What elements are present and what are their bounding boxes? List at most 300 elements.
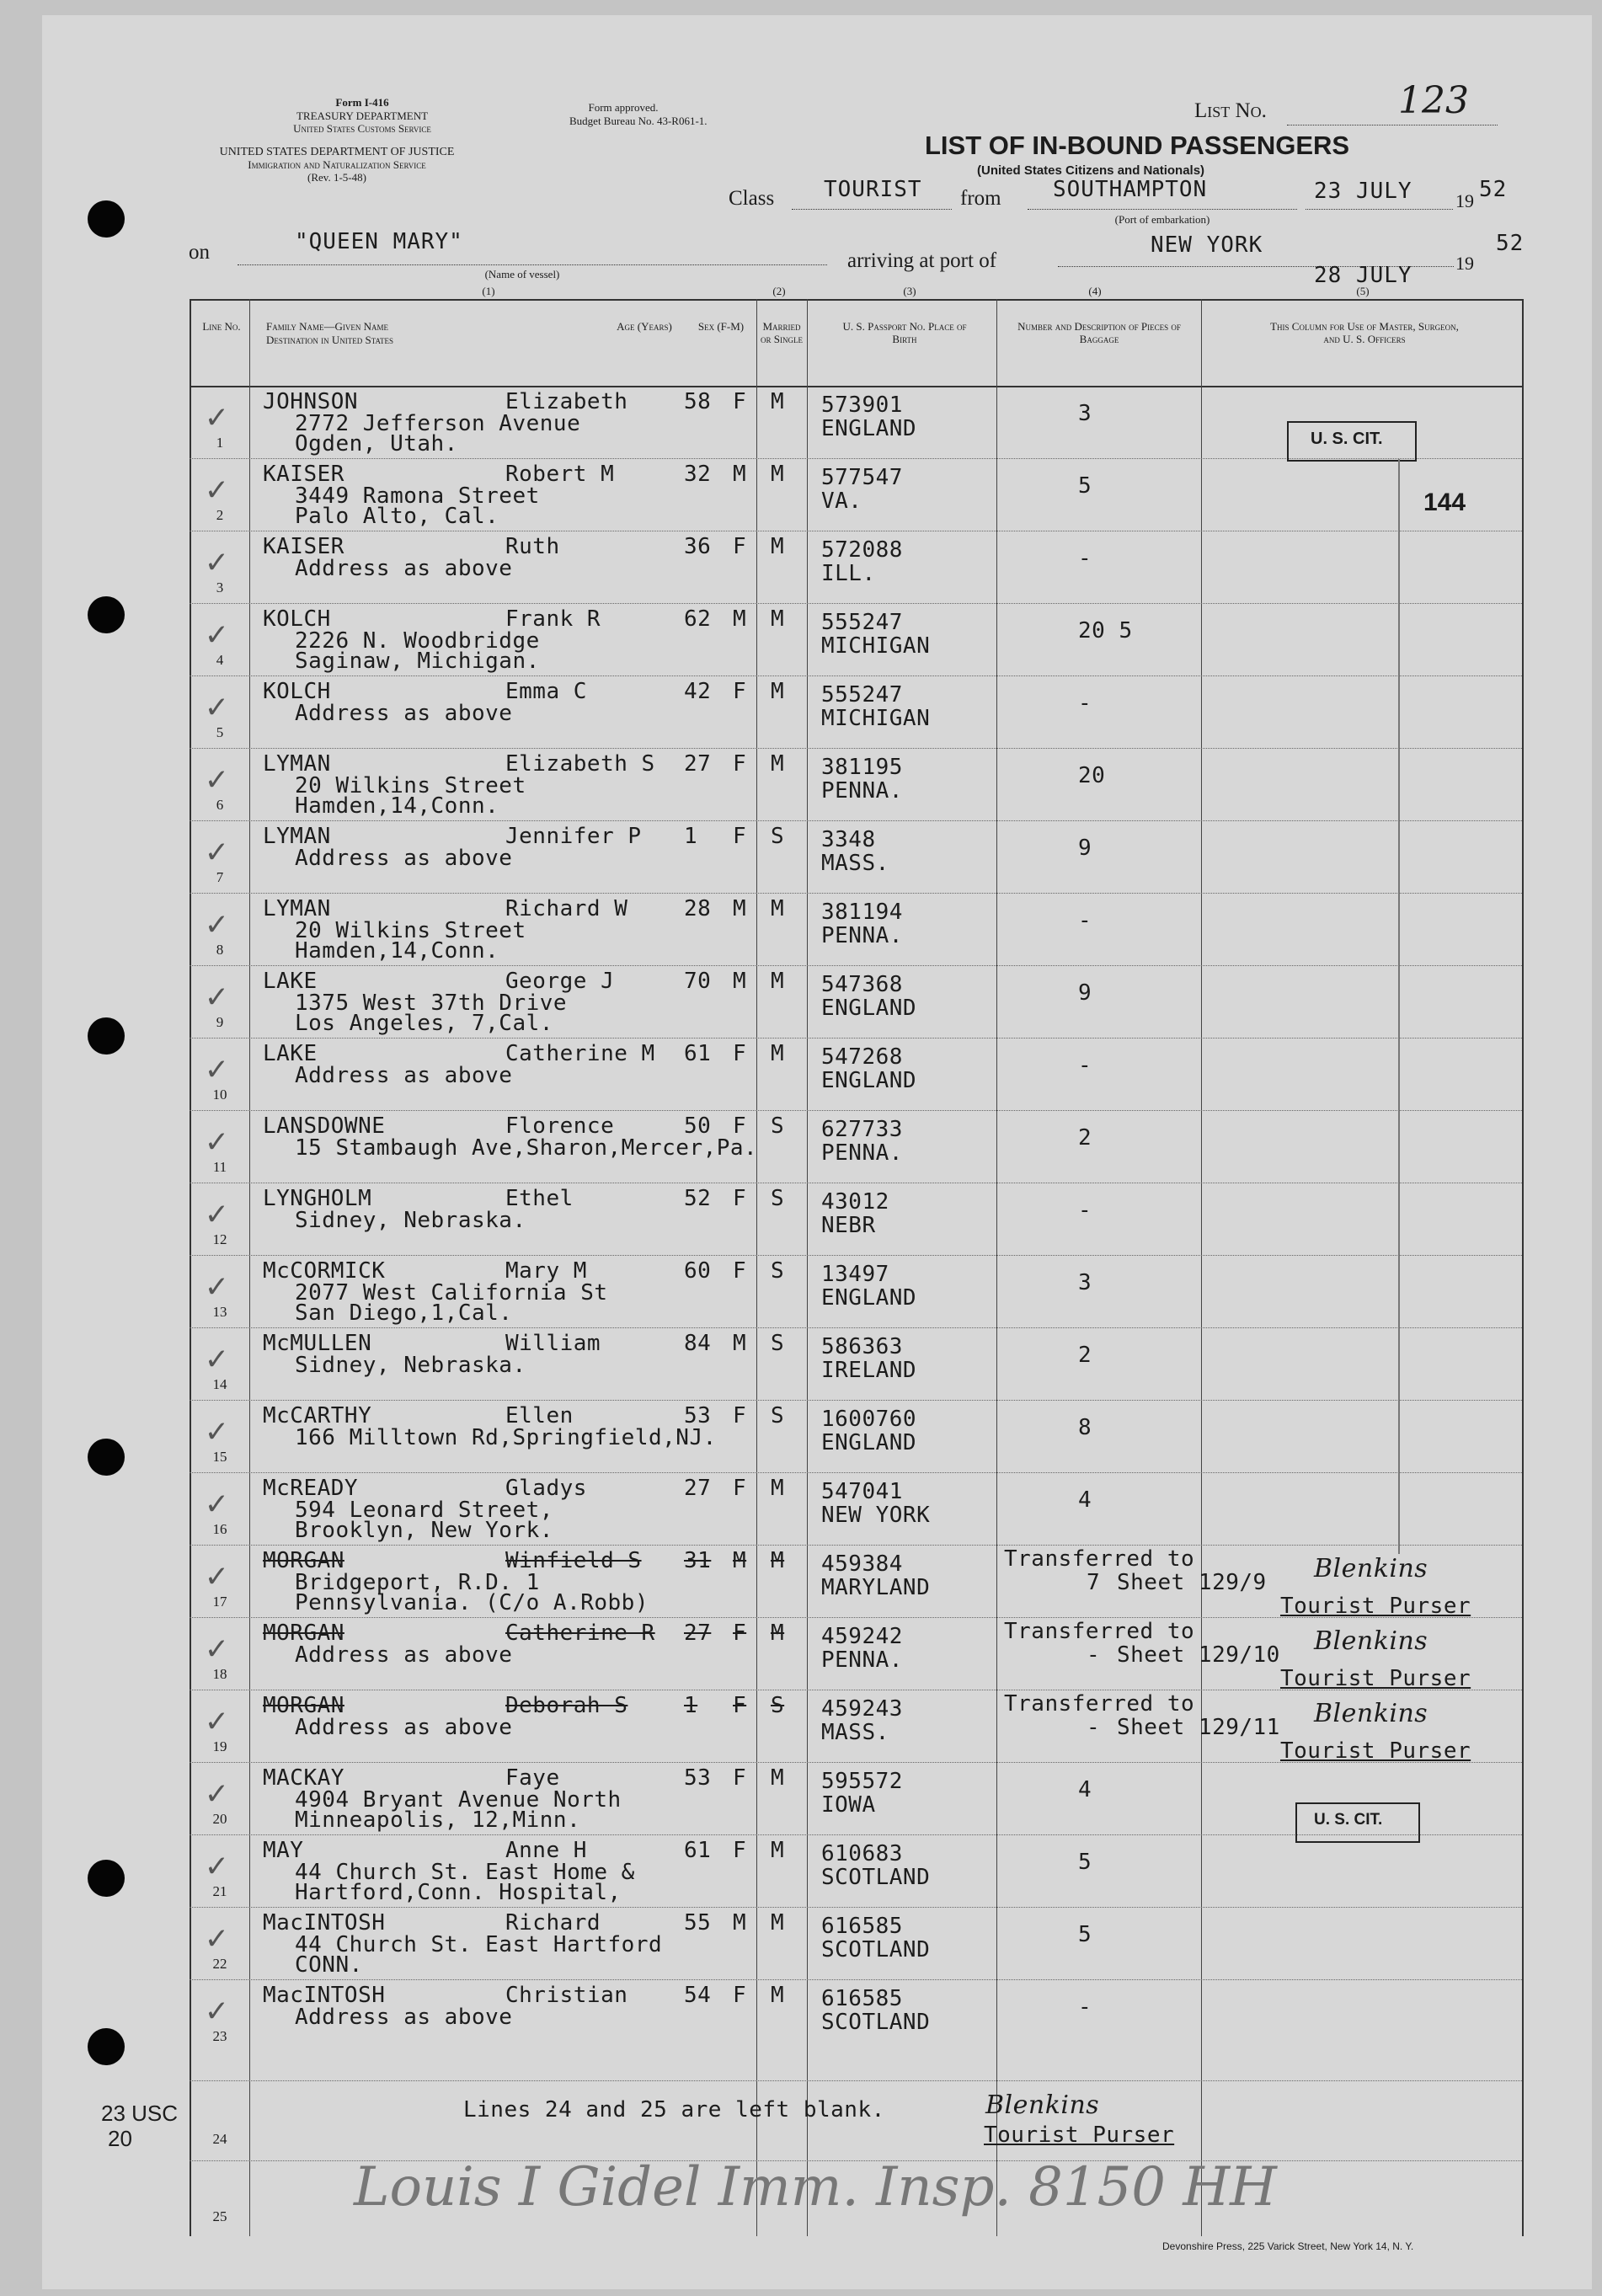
- passport-number: 3348: [821, 827, 876, 852]
- marital-status: M: [771, 462, 785, 487]
- passport-number: 555247: [821, 610, 903, 635]
- us-cit-stamp-2: U. S. CIT.: [1314, 1811, 1383, 1829]
- checkmark: ✓: [206, 1412, 227, 1450]
- baggage-count: 8: [1078, 1415, 1092, 1440]
- col-head-baggage: Number and Description of Pieces of Baggage: [1017, 320, 1181, 345]
- sex: F: [733, 1693, 747, 1718]
- class-underline: [792, 209, 952, 210]
- line-number-24: 24: [212, 2131, 227, 2147]
- passport-number: 586363: [821, 1334, 903, 1359]
- checkmark: ✓: [206, 1556, 227, 1595]
- marital-status: M: [771, 679, 785, 704]
- given-name: Mary M: [505, 1258, 587, 1284]
- given-name: Deborah S: [505, 1693, 628, 1718]
- checkmark: ✓: [206, 760, 227, 798]
- given-name: Frank R: [505, 606, 601, 632]
- purser-signature: Blenkins: [985, 2090, 1100, 2120]
- checkmark: ✓: [206, 1774, 227, 1813]
- line-number: 1: [216, 435, 224, 451]
- marital-status: M: [771, 1983, 785, 2008]
- binder-hole: [88, 2028, 125, 2065]
- sex: F: [733, 389, 747, 414]
- place-of-birth: SCOTLAND: [821, 1937, 931, 1962]
- approval-line2: Budget Bureau No. 43-R061-1.: [569, 115, 708, 127]
- row-divider: [190, 675, 1522, 676]
- passport-number: 577547: [821, 465, 903, 490]
- checkmark: ✓: [206, 1701, 227, 1740]
- place-of-birth: MASS.: [821, 851, 889, 876]
- age: 53: [684, 1765, 712, 1791]
- col-divider: [1522, 299, 1524, 2236]
- surname: LYMAN: [263, 824, 331, 849]
- marital-status: M: [771, 534, 785, 559]
- age: 31: [684, 1548, 712, 1573]
- age: 27: [684, 1476, 712, 1501]
- age: 55: [684, 1910, 712, 1936]
- address-line: Minneapolis, 12,Minn.: [295, 1807, 581, 1833]
- passport-number: 572088: [821, 537, 903, 563]
- sex: F: [733, 1258, 747, 1284]
- col-head-line-no: Line No.: [202, 320, 241, 333]
- place-of-birth: ENGLAND: [821, 1068, 917, 1093]
- binder-hole: [88, 596, 125, 633]
- checkmark: ✓: [206, 1991, 227, 2030]
- passport-number: 627733: [821, 1117, 903, 1142]
- place-of-birth: PENNA.: [821, 1647, 903, 1673]
- row-divider: [190, 1038, 1522, 1039]
- baggage-count: -: [1087, 1715, 1101, 1740]
- place-of-birth: PENNA.: [821, 778, 903, 804]
- passport-number: 595572: [821, 1769, 903, 1794]
- row-divider: [190, 1545, 1522, 1546]
- line-number: 8: [216, 942, 224, 958]
- place-of-birth: VA.: [821, 489, 862, 514]
- given-name: Catherine M: [505, 1041, 655, 1066]
- baggage-count: 5: [1078, 473, 1092, 499]
- line-number: 23: [212, 2028, 227, 2044]
- given-name: George J: [505, 969, 615, 994]
- vessel-caption: (Name of vessel): [484, 268, 560, 280]
- given-name: Elizabeth: [505, 389, 628, 414]
- row-divider: [190, 603, 1522, 604]
- from-value: SOUTHAMPTON: [1053, 177, 1208, 202]
- place-of-birth: MICHIGAN: [821, 706, 931, 731]
- transfer-note: Transferred to: [1004, 1546, 1195, 1572]
- surname: KOLCH: [263, 606, 331, 632]
- surname: MORGAN: [263, 1621, 344, 1646]
- age: 32: [684, 462, 712, 487]
- marital-status: M: [771, 969, 785, 994]
- line-number: 12: [212, 1231, 227, 1247]
- marital-status: M: [771, 389, 785, 414]
- surname: MacINTOSH: [263, 1910, 386, 1936]
- place-of-birth: SCOTLAND: [821, 2010, 931, 2035]
- checkmark: ✓: [206, 1484, 227, 1523]
- address-line: Address as above: [295, 1715, 513, 1740]
- age: 28: [684, 896, 712, 921]
- surname: LYMAN: [263, 751, 331, 777]
- surname: LAKE: [263, 1041, 318, 1066]
- address-line: Address as above: [295, 701, 513, 726]
- checkmark: ✓: [206, 1629, 227, 1668]
- revision: (Rev. 1-5-48): [307, 171, 366, 184]
- checkmark: ✓: [206, 542, 227, 581]
- place-of-birth: PENNA.: [821, 1140, 903, 1166]
- transfer-note: Transferred to: [1004, 1691, 1195, 1717]
- passport-number: 555247: [821, 682, 903, 707]
- line-number: 2: [216, 507, 224, 523]
- address-line: CONN.: [295, 1952, 363, 1978]
- arrival-year: 52: [1496, 231, 1525, 256]
- passport-number: 1600760: [821, 1407, 917, 1432]
- col-head-age: Age (Years): [617, 320, 672, 333]
- margin-note-20: 20: [108, 2126, 132, 2151]
- ins-heading: Immigration and Naturalization Service: [248, 158, 426, 171]
- place-of-birth: ENGLAND: [821, 996, 917, 1021]
- binder-hole: [88, 1439, 125, 1476]
- place-of-birth: ENGLAND: [821, 416, 917, 441]
- line-number: 21: [212, 1883, 227, 1899]
- surname: MacINTOSH: [263, 1983, 386, 2008]
- baggage-count: 4: [1078, 1487, 1092, 1513]
- place-of-birth: ILL.: [821, 561, 876, 586]
- baggage-count: -: [1078, 1198, 1092, 1223]
- age: 36: [684, 534, 712, 559]
- address-line: Hamden,14,Conn.: [295, 793, 499, 819]
- line-number: 11: [212, 1159, 227, 1175]
- baggage-count: -: [1078, 546, 1092, 571]
- marital-status: S: [771, 1258, 785, 1284]
- marital-status: S: [771, 1186, 785, 1211]
- line-number-25: 25: [212, 2208, 227, 2224]
- col-head-destination: Destination in United States: [266, 334, 394, 346]
- row-divider: [190, 1400, 1522, 1401]
- approval-line1: Form approved.: [588, 101, 659, 114]
- line-number: 6: [216, 797, 224, 813]
- marital-status: M: [771, 1910, 785, 1936]
- address-line: Sidney, Nebraska.: [295, 1208, 526, 1233]
- address-line: Address as above: [295, 846, 513, 871]
- line-number: 20: [212, 1811, 227, 1827]
- col-number: (2): [772, 285, 786, 297]
- checkmark: ✓: [206, 905, 227, 943]
- address-line: 594 Leonard Street,: [295, 1498, 553, 1523]
- address-line: 1375 West 37th Drive: [295, 990, 568, 1016]
- surname: LANSDOWNE: [263, 1113, 386, 1139]
- sex: F: [733, 824, 747, 849]
- address-line: Ogden, Utah.: [295, 431, 458, 457]
- surname: JOHNSON: [263, 389, 359, 414]
- line-number: 3: [216, 579, 224, 595]
- sex: F: [733, 1476, 747, 1501]
- given-name: Richard: [505, 1910, 601, 1936]
- binder-hole: [88, 200, 125, 238]
- baggage-count: -: [1078, 1053, 1092, 1078]
- address-line: Saginaw, Michigan.: [295, 649, 540, 674]
- marital-status: M: [771, 1765, 785, 1791]
- sex: F: [733, 1113, 747, 1139]
- col-head-married: Married or Single: [761, 320, 803, 345]
- col-divider: [249, 299, 250, 2236]
- given-name: Catherine R: [505, 1621, 655, 1646]
- place-of-birth: MASS.: [821, 1720, 889, 1745]
- place-of-birth: PENNA.: [821, 923, 903, 948]
- address-line: Los Angeles, 7,Cal.: [295, 1011, 553, 1036]
- sex: F: [733, 1041, 747, 1066]
- embark-year: 52: [1479, 177, 1508, 202]
- address-line: 4904 Bryant Avenue North: [295, 1787, 622, 1813]
- address-line: San Diego,1,Cal.: [295, 1300, 513, 1326]
- officer-pencil-line: [1398, 459, 1400, 1554]
- from-underline: [1028, 209, 1297, 210]
- baggage-count: 9: [1078, 980, 1092, 1006]
- purser-title: Tourist Purser: [1280, 1666, 1471, 1691]
- checkmark: ✓: [206, 1846, 227, 1885]
- col-head-passport: U. S. Passport No. Place of Birth: [842, 320, 967, 345]
- sex: F: [733, 679, 747, 704]
- passport-number: 459242: [821, 1624, 903, 1649]
- given-name: Christian: [505, 1983, 628, 2008]
- address-line: Palo Alto, Cal.: [295, 504, 499, 529]
- checkmark: ✓: [206, 470, 227, 509]
- address-line: 44 Church St. East Hartford: [295, 1932, 663, 1957]
- embark-year-prefix: 19: [1455, 190, 1474, 211]
- checkmark: ✓: [206, 1267, 227, 1306]
- sex: M: [733, 1910, 747, 1936]
- marital-status: S: [771, 824, 785, 849]
- checkmark: ✓: [206, 398, 227, 436]
- printer-imprint: Devonshire Press, 225 Varick Street, New York 14, N. Y.: [1162, 2240, 1414, 2252]
- age: 52: [684, 1186, 712, 1211]
- sex: F: [733, 1765, 747, 1791]
- on-label: on: [189, 241, 210, 264]
- sex: F: [733, 1983, 747, 2008]
- age: 1: [684, 824, 698, 849]
- col-head-sex: Sex (F-M): [697, 320, 745, 333]
- tally-count: 144: [1423, 489, 1466, 516]
- sex: M: [733, 606, 747, 632]
- line-number: 4: [216, 652, 224, 668]
- marital-status: S: [771, 1113, 785, 1139]
- address-line: 3449 Ramona Street: [295, 483, 540, 509]
- line-number: 18: [212, 1666, 227, 1682]
- passport-number: 547041: [821, 1479, 903, 1504]
- age: 27: [684, 751, 712, 777]
- passport-number: 610683: [821, 1841, 903, 1866]
- row-divider: [190, 1327, 1522, 1328]
- given-name: Gladys: [505, 1476, 587, 1501]
- row-divider: [190, 1472, 1522, 1473]
- age: 61: [684, 1838, 712, 1863]
- address-line: 44 Church St. East Home &: [295, 1860, 635, 1885]
- arrival-port: NEW YORK: [1151, 232, 1263, 258]
- given-name: Robert M: [505, 462, 615, 487]
- surname: McREADY: [263, 1476, 359, 1501]
- row-divider: [190, 893, 1522, 894]
- col-divider: [1201, 299, 1202, 2236]
- transfer-sheet: Sheet 129/10: [1117, 1642, 1280, 1668]
- address-line: Pennsylvania. (C/o A.Robb): [295, 1590, 649, 1615]
- place-of-birth: ENGLAND: [821, 1285, 917, 1311]
- line-number: 9: [216, 1014, 224, 1030]
- col-divider: [756, 299, 757, 2236]
- passport-number: 381195: [821, 755, 903, 780]
- row-divider: [190, 1617, 1522, 1618]
- header-bottom-border: [190, 386, 1522, 387]
- line-number: 19: [212, 1738, 227, 1754]
- binder-hole: [88, 1860, 125, 1897]
- purser-title: Tourist Purser: [1280, 1738, 1471, 1764]
- surname: McCORMICK: [263, 1258, 386, 1284]
- sex: F: [733, 1621, 747, 1646]
- address-line: Sidney, Nebraska.: [295, 1353, 526, 1378]
- list-label: List No.: [1194, 99, 1267, 122]
- baggage-count: 3: [1078, 1270, 1092, 1295]
- address-line: Brooklyn, New York.: [295, 1518, 553, 1543]
- address-line: Address as above: [295, 1063, 513, 1088]
- line-number: 13: [212, 1304, 227, 1320]
- sex: F: [733, 751, 747, 777]
- baggage-count: 7: [1087, 1570, 1101, 1595]
- marital-status: M: [771, 751, 785, 777]
- blank-lines-note: Lines 24 and 25 are left blank.: [463, 2097, 885, 2122]
- surname: KAISER: [263, 462, 344, 487]
- embark-date-underline: [1306, 209, 1453, 210]
- age: 70: [684, 969, 712, 994]
- purser-signature: Blenkins: [1314, 1699, 1428, 1728]
- address-line: 2226 N. Woodbridge: [295, 628, 540, 654]
- baggage-count: 2: [1078, 1125, 1092, 1151]
- checkmark: ✓: [206, 615, 227, 654]
- address-line: Address as above: [295, 1642, 513, 1668]
- checkmark: ✓: [206, 1049, 227, 1088]
- given-name: Anne H: [505, 1838, 587, 1863]
- sex: F: [733, 1186, 747, 1211]
- baggage-count: 4: [1078, 1777, 1092, 1802]
- checkmark: ✓: [206, 1194, 227, 1233]
- surname: MORGAN: [263, 1693, 344, 1718]
- col-divider: [996, 299, 997, 2236]
- given-name: Emma C: [505, 679, 587, 704]
- passport-number: 616585: [821, 1986, 903, 2011]
- marital-status: S: [771, 1331, 785, 1356]
- surname: LYNGHOLM: [263, 1186, 372, 1211]
- row-divider: [190, 1907, 1522, 1908]
- passport-number: 616585: [821, 1914, 903, 1939]
- baggage-count: -: [1078, 1994, 1092, 2020]
- sex: M: [733, 1331, 747, 1356]
- purser-title: Tourist Purser: [1280, 1594, 1471, 1619]
- passport-number: 573901: [821, 392, 903, 418]
- line-number: 15: [212, 1449, 227, 1465]
- checkmark: ✓: [206, 977, 227, 1016]
- marital-status: S: [771, 1693, 785, 1718]
- marital-status: M: [771, 1548, 785, 1573]
- given-name: Jennifer P: [505, 824, 642, 849]
- age: 50: [684, 1113, 712, 1139]
- passport-number: 459384: [821, 1551, 903, 1577]
- address-line: Address as above: [295, 2005, 513, 2030]
- baggage-count: 20 5: [1078, 618, 1133, 643]
- age: 27: [684, 1621, 712, 1646]
- address-line: 15 Stambaugh Ave,Sharon,Mercer,Pa.: [295, 1135, 758, 1161]
- passport-number: 13497: [821, 1262, 889, 1287]
- address-line: Address as above: [295, 556, 513, 581]
- class-label: Class: [729, 187, 775, 210]
- row-divider: [190, 820, 1522, 821]
- surname: McCARTHY: [263, 1403, 372, 1428]
- doj-heading: UNITED STATES DEPARTMENT OF JUSTICE: [219, 146, 455, 158]
- surname: McMULLEN: [263, 1331, 372, 1356]
- purser-signature: Blenkins: [1314, 1626, 1428, 1656]
- surname: MORGAN: [263, 1548, 344, 1573]
- line-number: 7: [216, 869, 224, 885]
- vessel-underline: [238, 264, 827, 265]
- age: 58: [684, 389, 712, 414]
- place-of-birth: SCOTLAND: [821, 1865, 931, 1890]
- customs-service: United States Customs Service: [293, 122, 431, 135]
- from-label: from: [960, 187, 1001, 210]
- surname: KAISER: [263, 534, 344, 559]
- table-top-border: [190, 299, 1522, 301]
- baggage-count: -: [1078, 691, 1092, 716]
- col-head-name: Family Name—Given Name: [266, 320, 388, 333]
- place-of-birth: NEBR: [821, 1213, 876, 1238]
- sex: M: [733, 896, 747, 921]
- marital-status: M: [771, 606, 785, 632]
- row-divider: [190, 748, 1522, 749]
- row-divider: [190, 965, 1522, 966]
- margin-note-usc: 23 USC: [101, 2101, 179, 2126]
- port-embark-caption: (Port of embarkation): [1114, 213, 1210, 226]
- embark-date: 23 JULY: [1314, 179, 1412, 204]
- address-line: 166 Milltown Rd,Springfield,NJ.: [295, 1425, 717, 1450]
- passport-number: 43012: [821, 1189, 889, 1215]
- row-divider: [190, 1110, 1522, 1111]
- row-divider: [190, 2080, 1522, 2081]
- age: 61: [684, 1041, 712, 1066]
- sex: F: [733, 1838, 747, 1863]
- footer-purser: Tourist Purser: [984, 2122, 1175, 2148]
- col-number: (3): [903, 285, 916, 297]
- address-line: Hartford,Conn. Hospital,: [295, 1880, 622, 1905]
- sex: F: [733, 1403, 747, 1428]
- list-number: 123: [1398, 79, 1469, 122]
- baggage-count: 5: [1078, 1850, 1092, 1875]
- marital-status: M: [771, 1041, 785, 1066]
- address-line: 20 Wilkins Street: [295, 773, 526, 798]
- surname: KOLCH: [263, 679, 331, 704]
- given-name: Elizabeth S: [505, 751, 655, 777]
- marital-status: M: [771, 1838, 785, 1863]
- line-number: 22: [212, 1956, 227, 1972]
- baggage-count: 20: [1078, 763, 1106, 788]
- col-number: (5): [1356, 285, 1370, 297]
- checkmark: ✓: [206, 1919, 227, 1957]
- col-divider: [807, 299, 808, 2236]
- baggage-count: -: [1078, 908, 1092, 933]
- col-head-officers: This Column for Use of Master, Surgeon, and U. S. Officers: [1270, 320, 1459, 345]
- address-line: 20 Wilkins Street: [295, 918, 526, 943]
- baggage-count: 3: [1078, 401, 1092, 426]
- address-line: Hamden,14,Conn.: [295, 938, 499, 964]
- form-number: Form I-416: [335, 96, 389, 109]
- given-name: Ethel: [505, 1186, 574, 1211]
- baggage-count: 9: [1078, 836, 1092, 861]
- arrival-date: 28 JULY: [1314, 263, 1412, 288]
- age: 84: [684, 1331, 712, 1356]
- inspector-signature: Louis I Gidel Imm. Insp. 8150 HH: [354, 2156, 1277, 2219]
